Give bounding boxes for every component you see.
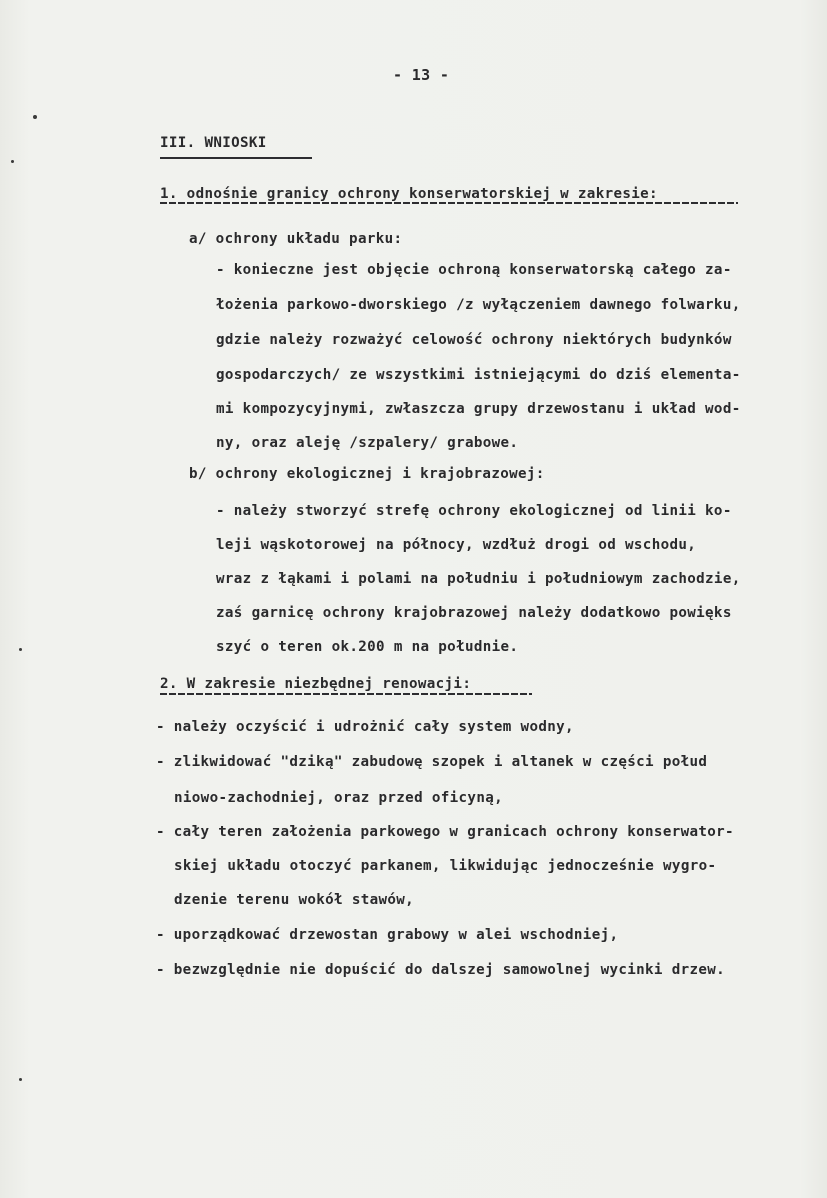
margin-speck: [19, 1078, 22, 1081]
paragraph-a-line: gdzie należy rozważyć celowość ochrony niektórych budynków: [216, 332, 732, 348]
list-item: dzenie terenu wokół stawów,: [174, 892, 415, 908]
heading-1-underline: [160, 202, 738, 204]
list-item: - zlikwidować "dziką" zabudowę szopek i altanek w części połud: [156, 754, 708, 770]
paragraph-a-line: - konieczne jest objęcie ochroną konserwatorską całego za-: [216, 262, 732, 278]
section-title: III. WNIOSKI: [160, 135, 267, 151]
paragraph-b-line: leji wąskotorowej na północy, wzdłuż drogi od wschodu,: [216, 537, 697, 553]
page-number: - 13 -: [393, 66, 450, 84]
heading-1: 1. odnośnie granicy ochrony konserwatorskiej w zakresie:: [160, 186, 658, 202]
paragraph-a-line: mi kompozycyjnymi, zwłaszcza grupy drzewostanu i układ wod-: [216, 401, 741, 417]
list-item: - należy oczyścić i udrożnić cały system wodny,: [156, 719, 574, 735]
list-item: - cały teren założenia parkowego w granicach ochrony konserwator-: [156, 824, 734, 840]
paragraph-b-line: - należy stworzyć strefę ochrony ekologicznej od linii ko-: [216, 503, 732, 519]
margin-speck: [33, 115, 37, 119]
subheading-b: b/ ochrony ekologicznej i krajobrazowej:: [189, 466, 545, 482]
paragraph-b-line: wraz z łąkami i polami na południu i południowym zachodzie,: [216, 571, 741, 587]
paragraph-b-line: zaś garnicę ochrony krajobrazowej należy dodatkowo powięks: [216, 605, 732, 621]
paragraph-b-line: szyć o teren ok.200 m na południe.: [216, 639, 519, 655]
list-item: - bezwzględnie nie dopuścić do dalszej samowolnej wycinki drzew.: [156, 962, 726, 978]
heading-2-underline: [160, 693, 532, 695]
list-item: niowo-zachodniej, oraz przed oficyną,: [174, 790, 503, 806]
paragraph-a-line: ny, oraz aleję /szpalery/ grabowe.: [216, 435, 519, 451]
margin-speck: [19, 648, 22, 651]
subheading-a: a/ ochrony układu parku:: [189, 231, 403, 247]
list-item: skiej układu otoczyć parkanem, likwidując jednocześnie wygro-: [174, 858, 717, 874]
paragraph-a-line: łożenia parkowo-dworskiego /z wyłączeniem dawnego folwarku,: [216, 297, 741, 313]
list-item: - uporządkować drzewostan grabowy w alei wschodniej,: [156, 927, 619, 943]
heading-2: 2. W zakresie niezbędnej renowacji:: [160, 676, 472, 692]
section-title-underline: [160, 157, 312, 159]
margin-speck: [11, 160, 14, 163]
paragraph-a-line: gospodarczych/ ze wszystkimi istniejącymi do dziś elementa-: [216, 367, 741, 383]
